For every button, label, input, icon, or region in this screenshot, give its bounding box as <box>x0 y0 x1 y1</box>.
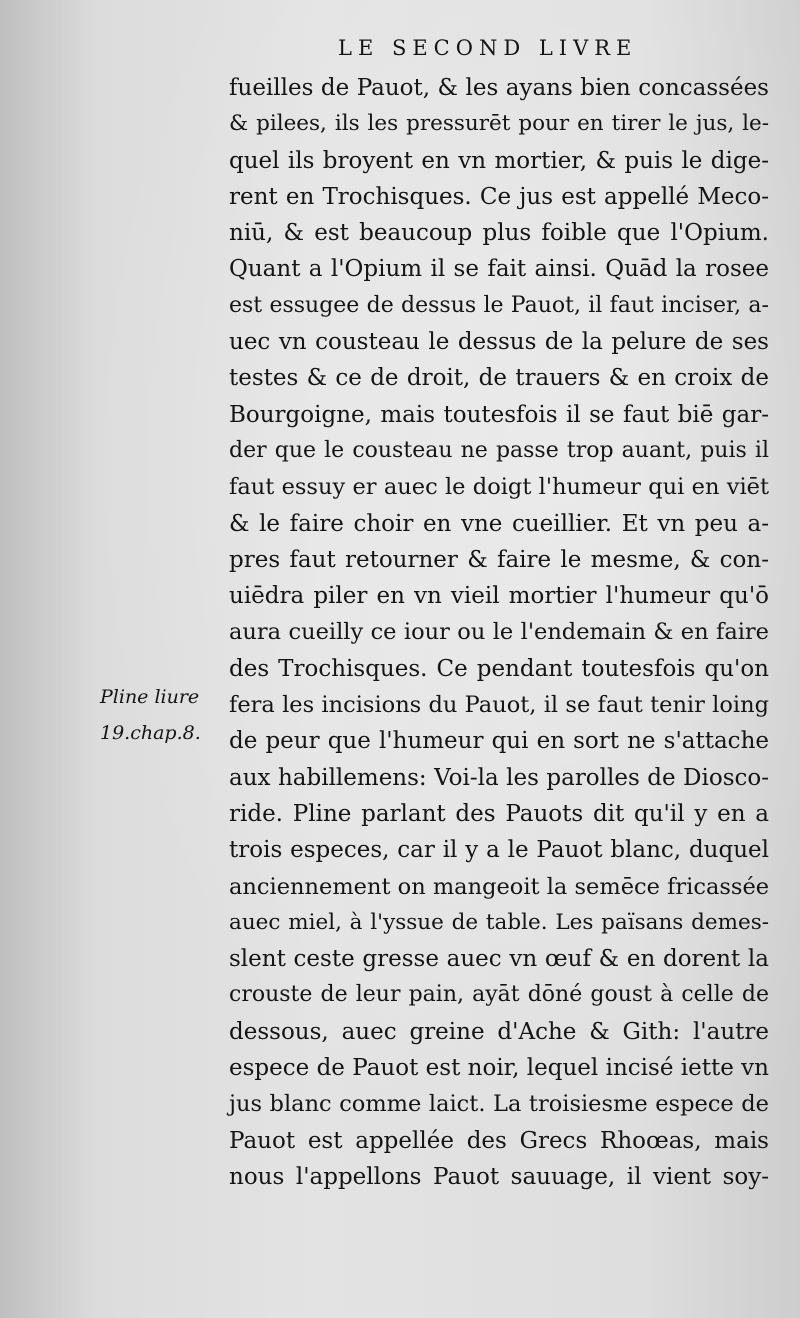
text-line: & le faire choir en vne cueillier. Et vn peu a- <box>229 510 769 537</box>
text-line: & pilees, ils les pressurēt pour en tirer le jus, le- <box>229 111 769 137</box>
text-line: crouste de leur pain, ayāt dōné goust à celle de <box>229 982 769 1008</box>
text-line: aura cueilly ce iour ou le l'endemain & en faire <box>229 619 769 646</box>
text-line: niū, & est beaucoup plus foible que l'Opium. <box>229 220 769 247</box>
margin-note <box>100 679 225 752</box>
text-line: uiēdra piler en vn vieil mortier l'humeur qu'ō <box>229 583 769 610</box>
text-line: rent en Trochisques. Ce jus est appellé Meco- <box>229 183 769 210</box>
text-line: pres faut retourner & faire le mesme, & con- <box>229 546 769 573</box>
text-line: espece de Pauot est noir, lequel incisé iette vn <box>229 1055 769 1082</box>
page-gutter-shadow <box>0 0 100 1318</box>
text-line: des Trochisques. Ce pendant toutesfois qu'on <box>229 655 769 682</box>
text-line: slent ceste gresse auec vn œuf & en dorent la <box>229 946 769 973</box>
text-line: aux habillemens: Voi-la les parolles de Diosco- <box>229 764 769 791</box>
text-line: est essugee de dessus le Pauot, il faut inciser, a- <box>229 292 769 318</box>
body-text <box>229 70 769 1195</box>
text-line: jus blanc comme laict. La troisiesme espece de <box>229 1091 769 1118</box>
text-line: trois especes, car il y a le Pauot blanc, duquel <box>229 837 769 864</box>
text-line: Pauot est appellée des Grecs Rhoœas, mais <box>229 1127 769 1154</box>
text-line: ride. Pline parlant des Pauots dit qu'il y en a <box>229 800 769 827</box>
text-line: nous l'appellons Pauot sauuage, il vient soy- <box>229 1163 769 1190</box>
text-line: quel ils broyent en vn mortier, & puis le dige- <box>229 147 769 174</box>
text-line: Bourgoigne, mais toutesfois il se faut biē gar- <box>229 401 769 428</box>
text-line: faut essuy er auec le doigt l'humeur qui en viēt <box>229 474 769 501</box>
text-line: dessous, auec greine d'Ache & Gith: l'autre <box>229 1018 769 1045</box>
running-head: LE SECOND LIVRE <box>338 36 638 60</box>
text-line: fueilles de Pauot, & les ayans bien concassées <box>229 75 769 101</box>
text-line: testes & ce de droit, de trauers & en croix de <box>229 365 769 392</box>
text-line: anciennement on mangeoit la semēce fricassée <box>229 873 770 900</box>
text-line: der que le cousteau ne passe trop auant, puis il <box>229 437 769 463</box>
margin-note-line-1: Pline liure <box>100 686 200 708</box>
margin-note-line-2: 19.chap.8. <box>100 722 201 745</box>
text-line: Quant a l'Opium il se fait ainsi. Quād la rosee <box>229 256 769 283</box>
text-line: fera les incisions du Pauot, il se faut tenir loing <box>229 692 769 719</box>
text-line: uec vn cousteau le dessus de la pelure de ses <box>229 329 769 356</box>
text-line: auec miel, à l'yssue de table. Les païsans demes- <box>229 909 769 935</box>
text-line: de peur que l'humeur qui en sort ne s'attache <box>229 728 769 755</box>
